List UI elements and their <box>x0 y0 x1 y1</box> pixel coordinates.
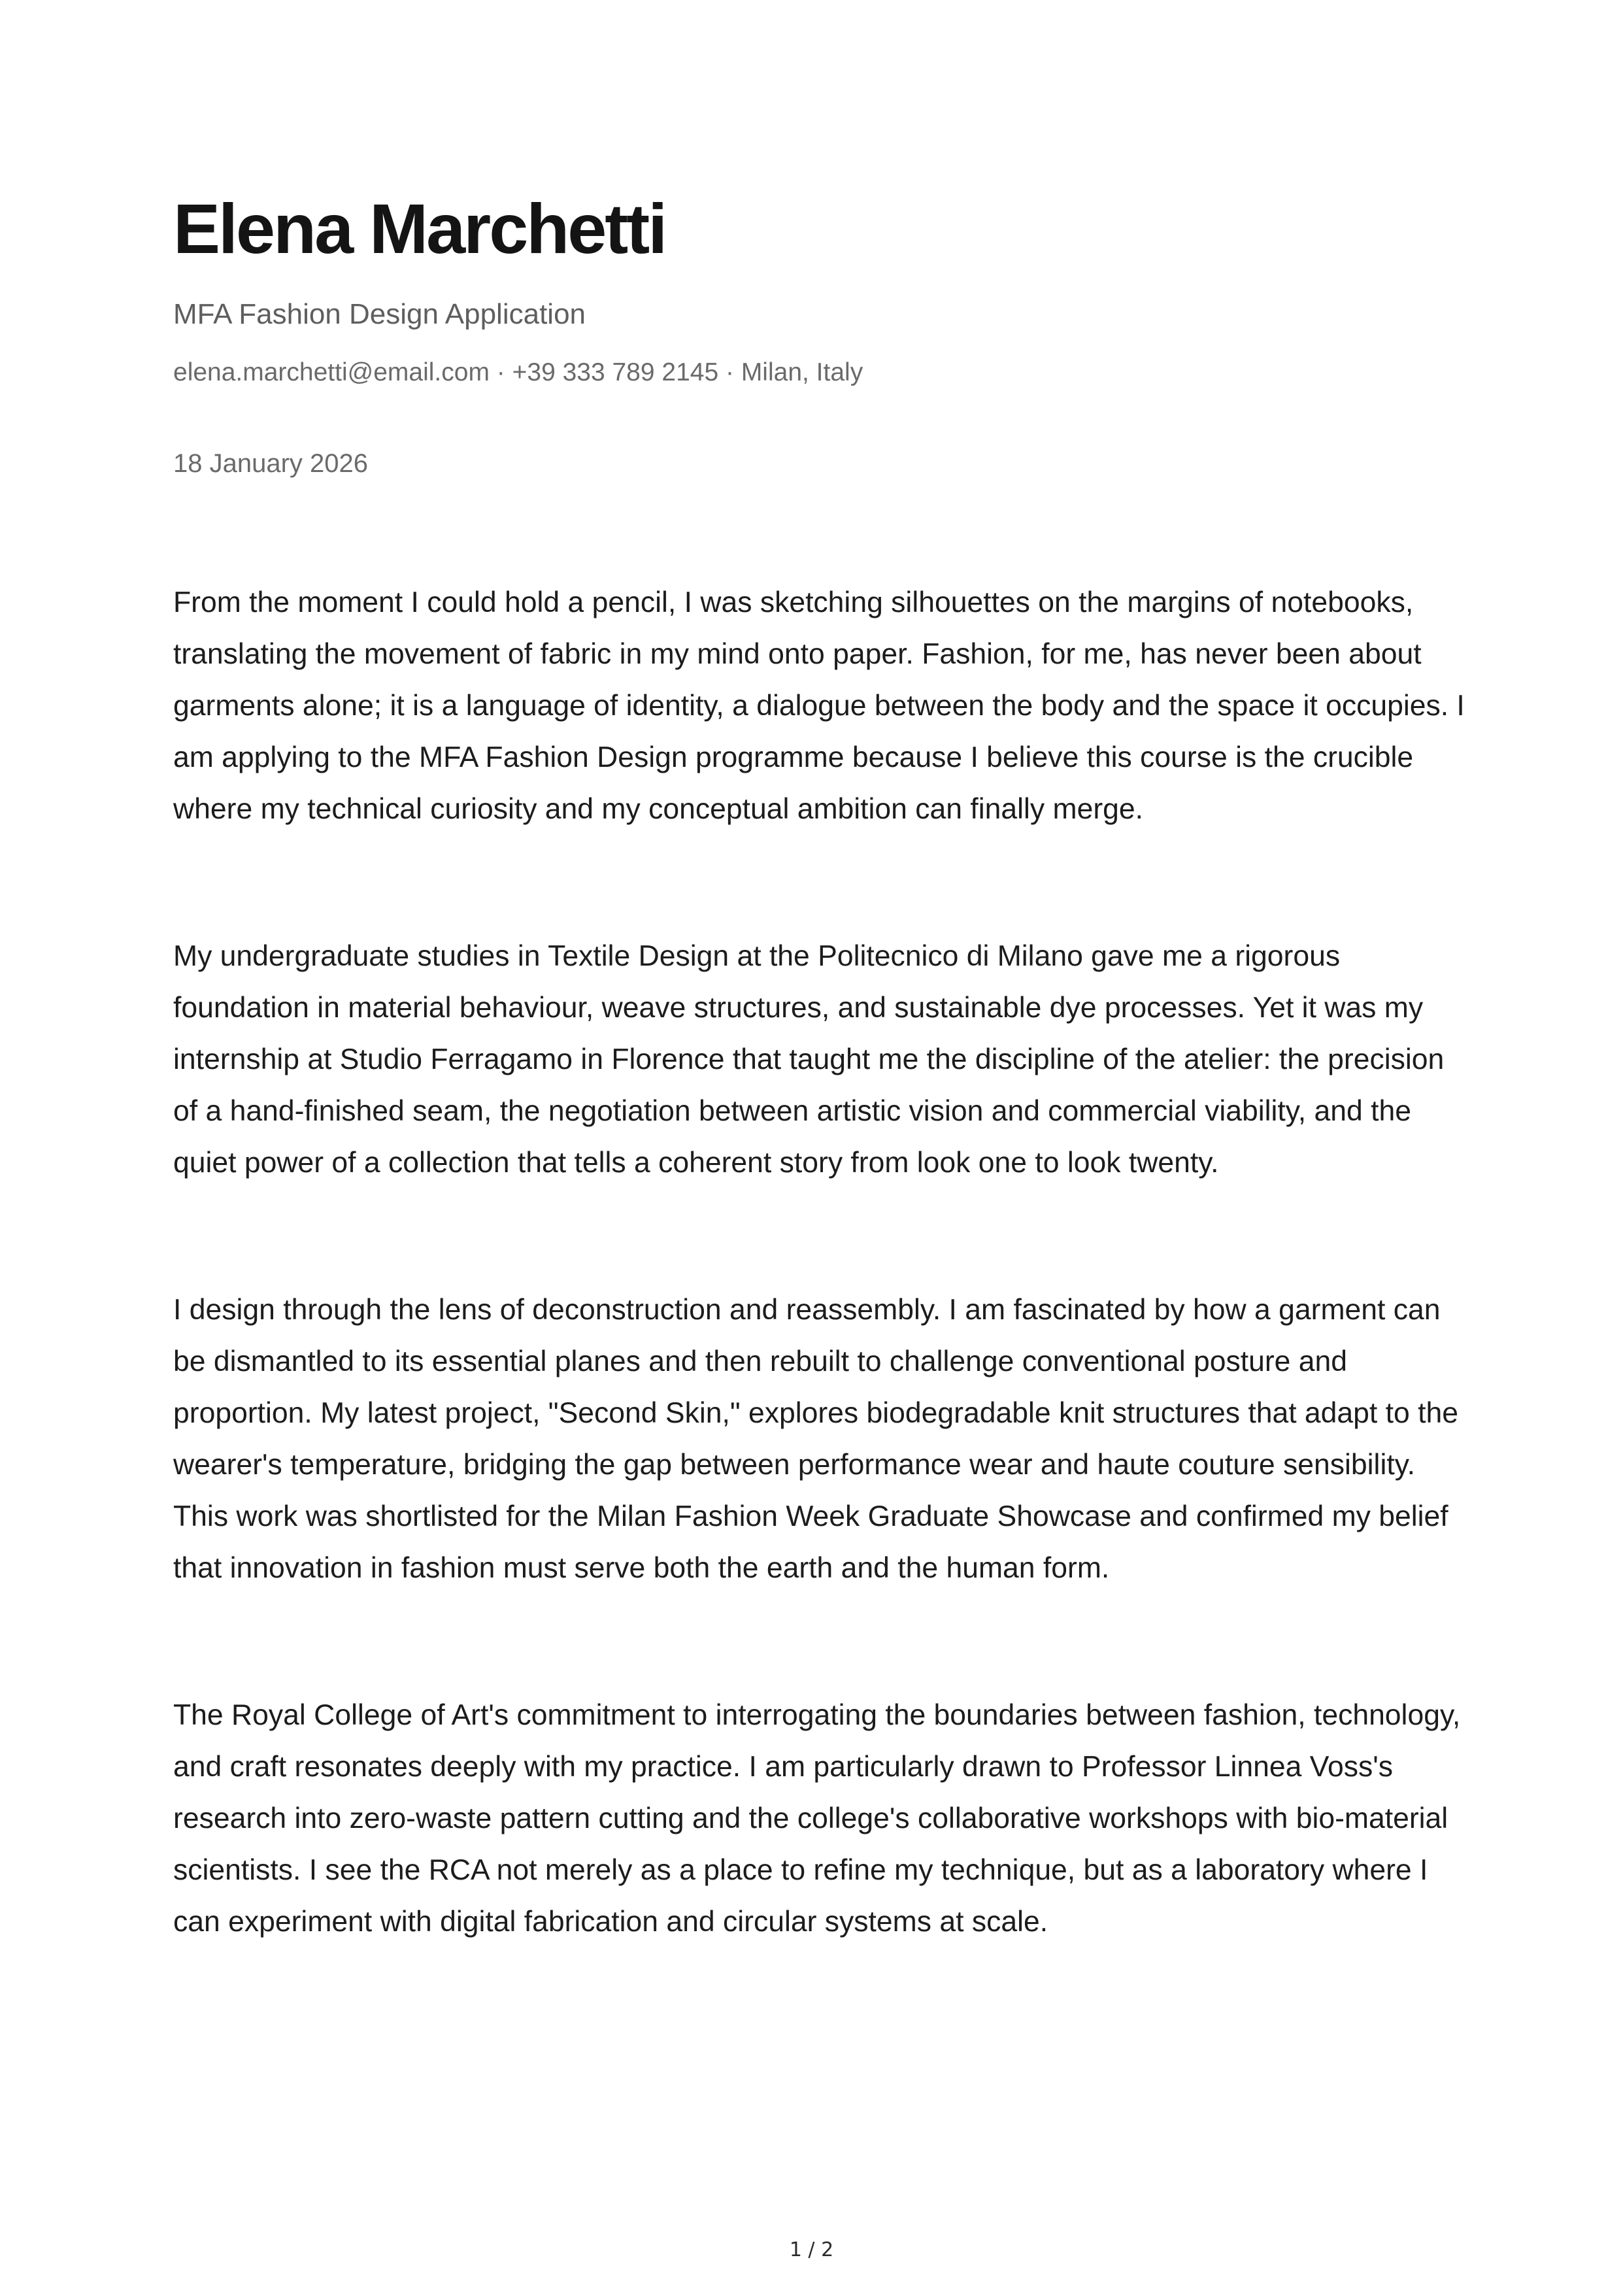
paragraph-motivation: The Royal College of Art's commitment to interrogating the boundaries between fashion, technology, and craft resonates deeply with my practice. I am particularly drawn to Professor Linnea Voss's research into zero-waste pattern cutting and the college's collaborative workshops with bio-material scientists. I see the RCA not merely as a place to refine my technique, but as a laboratory where I can experiment with digital fabrication and circular systems at scale. <box>173 1699 1461 1938</box>
page-number: 1 / 2 <box>789 2238 834 2261</box>
applicant-name: Elena Marchetti <box>173 189 666 268</box>
letter-date: 18 January 2026 <box>173 449 369 478</box>
paragraph-design-approach: I design through the lens of deconstruction and reassembly. I am fascinated by how a garment can be dismantled to its essential planes and then rebuilt to challenge conventional posture and proportion. My latest project, "Second Skin," explores biodegradable knit structures that adapt to the wearer's temperature, bridging the gap between performance wear and haute couture sensibility. This work was shortlisted for the Milan Fashion Week Graduate Showcase and confirmed my belief that innovation in fashion must serve both the earth and the human form. <box>173 1294 1458 1584</box>
application-subtitle: MFA Fashion Design Application <box>173 298 586 330</box>
paragraph-education: My undergraduate studies in Textile Design at the Politecnico di Milano gave me a rigorous foundation in material behaviour, weave structures, and sustainable dye processes. Yet it was my internship at Studio Ferragamo in Florence that taught me the discipline of the atelier: the precision of a hand-finished seam, the negotiation between artistic vision and commercial viability, and the quiet power of a collection that tells a coherent story from look one to look twenty. <box>173 940 1445 1179</box>
contact-line: elena.marchetti@email.com · +39 333 789 2145 · Milan, Italy <box>173 358 863 386</box>
paragraph-intro: From the moment I could hold a pencil, I was sketching silhouettes on the margins of notebooks, translating the movement of fabric in my mind onto paper. Fashion, for me, has never been about garments alone; it is a language of identity, a dialogue between the body and the space it occupies. I am applying to the MFA Fashion Design programme because I believe this course is the crucible where my technical curiosity and my conceptual ambition can finally merge. <box>173 586 1465 825</box>
